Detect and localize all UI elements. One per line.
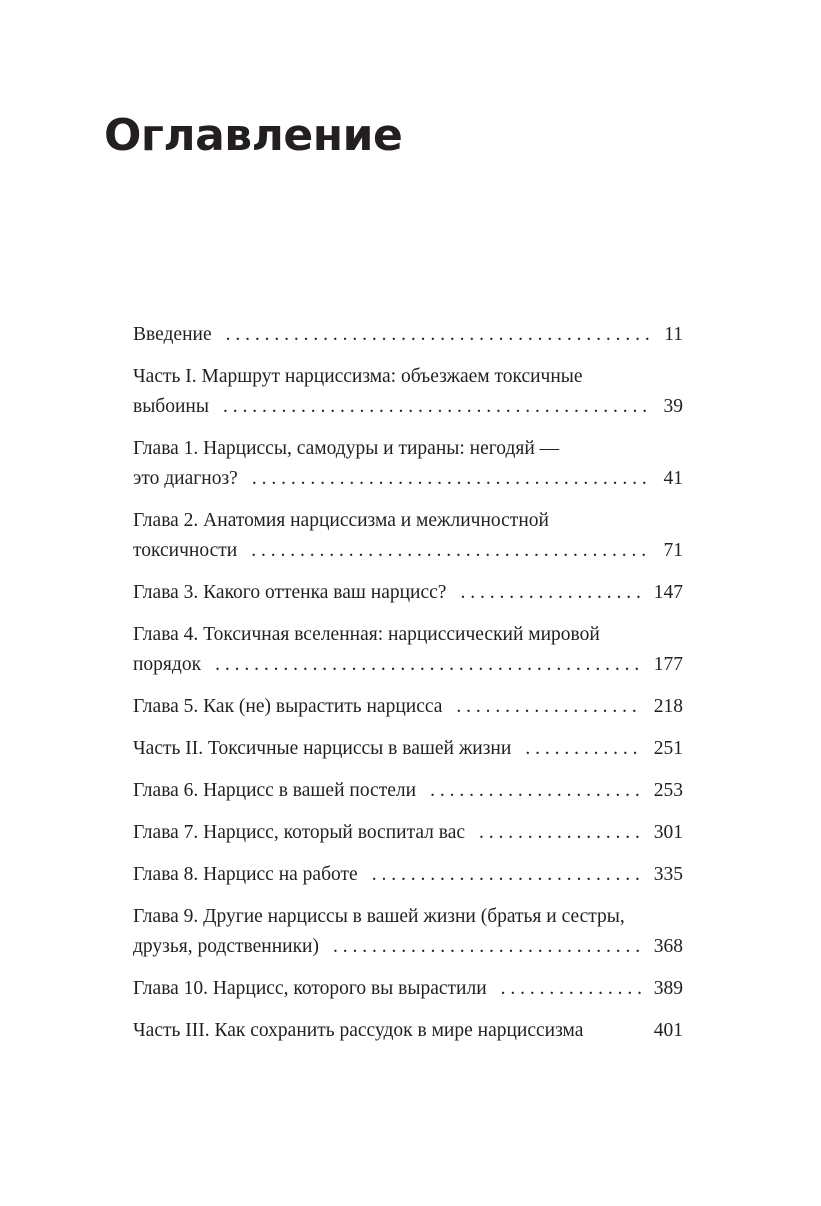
toc-entry[interactable] [133,692,683,722]
toc-entry[interactable] [133,1016,683,1046]
toc-entry[interactable] [133,620,683,680]
page-number: 251 [653,738,683,759]
page-number: 11 [664,324,683,345]
dot-leader [223,392,652,422]
toc-entry[interactable] [133,506,683,566]
toc-entry-title: Глава 6. Нарцисс в вашей постели [133,780,417,801]
page-number: 389 [653,978,683,999]
toc-entry-title: Глава 10. Нарцисс, которого вы вырастили [133,978,487,999]
toc-entry-title-line: Глава 4. Токсичная вселенная: нарциссический мировой [133,624,600,645]
page-number: 335 [653,864,683,885]
toc-entry-title: токсичности [133,540,238,561]
toc-entry-title: это диагноз? [133,468,238,489]
toc-entry[interactable] [133,320,683,350]
toc-entry[interactable] [133,776,683,806]
page-number: 39 [663,396,683,417]
toc-entry[interactable] [133,434,683,494]
page-number: 401 [653,1020,683,1041]
toc-entry-title: Глава 7. Нарцисс, который воспитал вас [133,822,466,843]
toc-entry[interactable] [133,902,683,962]
toc-entry-title: Часть III. Как сохранить рассудок в мире нарциссизма [133,1020,584,1041]
dot-leader [372,860,642,890]
dot-leader [430,776,642,806]
toc-entry-title: Введение [133,324,212,345]
toc-entry[interactable] [133,818,683,848]
dot-leader [251,536,651,566]
toc-entry-title: Глава 8. Нарцисс на работе [133,864,358,885]
dot-leader [460,578,641,608]
toc-entry-title-line: Часть I. Маршрут нарциссизма: объезжаем токсичные [133,366,583,387]
dot-leader [525,734,641,764]
toc-entry-title: выбоины [133,396,209,417]
dot-leader [215,650,642,680]
toc-entry-title: друзья, родственники) [133,936,319,957]
page-title: Оглавление [104,110,403,161]
page-number: 41 [663,468,683,489]
dot-leader [226,320,653,350]
toc-entry-title-line: Глава 1. Нарциссы, самодуры и тираны: негодяй — [133,438,560,459]
toc-entry[interactable] [133,578,683,608]
dot-leader [479,818,642,848]
toc-entry-title-line: Глава 2. Анатомия нарциссизма и межличностной [133,510,549,531]
page-number: 218 [653,696,683,717]
toc-entry[interactable] [133,974,683,1004]
page-number: 147 [653,582,683,603]
dot-leader [252,464,652,494]
dot-leader [501,974,642,1004]
dot-leader [333,932,642,962]
page-number: 368 [653,936,683,957]
page-number: 71 [663,540,683,561]
page-number: 253 [653,780,683,801]
toc-entry-title: Часть II. Токсичные нарциссы в вашей жизни [133,738,512,759]
page-number: 177 [653,654,683,675]
toc-entry-title-line: Глава 9. Другие нарциссы в вашей жизни (братья и сестры, [133,906,625,927]
toc-entry[interactable] [133,860,683,890]
toc-entry-title: порядок [133,654,202,675]
toc-entry[interactable] [133,362,683,422]
page-number: 301 [653,822,683,843]
toc-entry[interactable] [133,734,683,764]
toc-entry-title: Глава 5. Как (не) вырастить нарцисса [133,696,443,717]
toc-entry-title: Глава 3. Какого оттенка ваш нарцисс? [133,582,447,603]
dot-leader [456,692,641,722]
